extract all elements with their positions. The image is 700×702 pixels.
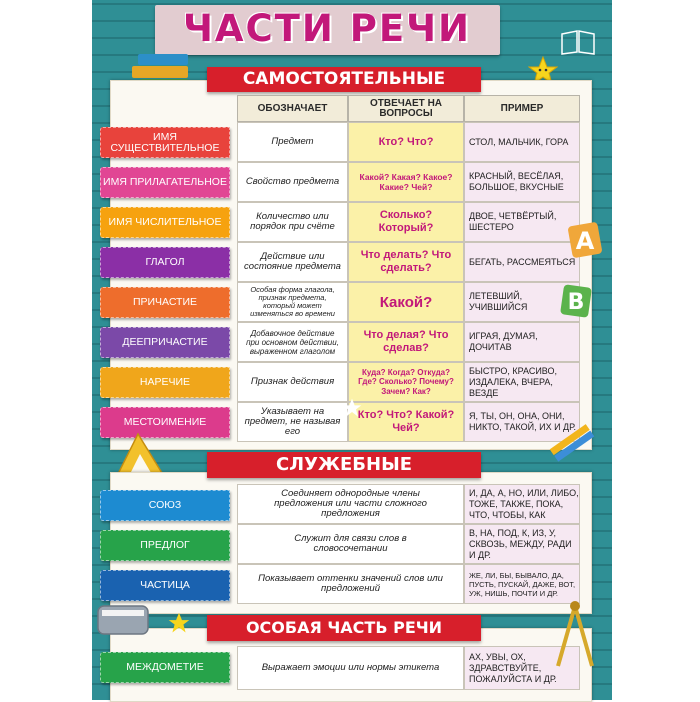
pencils-icon: [540, 410, 600, 470]
meaning-cell: Свойство предмета: [237, 162, 348, 202]
questions-cell: Что делать? Что сделать?: [348, 242, 464, 282]
meaning-cell: Указывает на предмет, не называя его: [237, 402, 348, 442]
meaning-cell: Особая форма глагола, признак предмета, который может изменяться во времени: [237, 282, 348, 322]
example-cell: И, ДА, А, НО, ИЛИ, ЛИБО, ТОЖЕ, ТАКЖЕ, ПОКА, ЧТО, ЧТОБЫ, КАК: [464, 484, 580, 524]
svg-text:B: B: [567, 290, 585, 315]
example-cell: ЖЕ, ЛИ, БЫ, БЫВАЛО, ДА, ПУСТЬ, ПУСКАЙ, ДАЖЕ, ВОТ, УЖ, НИШЬ, ПОЧТИ И ДР.: [464, 564, 580, 604]
part-of-speech-tab: СОЮЗ: [100, 490, 230, 521]
meaning-cell: Предмет: [237, 122, 348, 162]
meaning-cell: Выражает эмоции или нормы этикета: [237, 646, 464, 690]
part-of-speech-tab: ЧАСТИЦА: [100, 570, 230, 601]
questions-cell: Сколько? Который?: [348, 202, 464, 242]
letter-a-icon: [568, 222, 602, 258]
column-meaning: ОБОЗНАЧАЕТ: [237, 95, 348, 122]
meaning-cell: Признак действия: [237, 362, 348, 402]
part-of-speech-tab: ИМЯ ПРИЛАГАТЕЛЬНОЕ: [100, 167, 230, 198]
section-special: ОСОБАЯ ЧАСТЬ РЕЧИ: [207, 615, 481, 641]
compass-icon: [550, 600, 600, 670]
meaning-cell: Добавочное действие при основном действии, выраженном глаголом: [237, 322, 348, 362]
pencil-case-icon: [96, 600, 150, 638]
column-questions: ОТВЕЧАЕТ НА ВОПРОСЫ: [348, 95, 464, 122]
questions-cell: Какой?: [348, 282, 464, 322]
questions-cell: Куда? Когда? Откуда? Где? Сколько? Почему? Зачем? Как?: [348, 362, 464, 402]
part-of-speech-tab: НАРЕЧИЕ: [100, 367, 230, 398]
example-cell: БЕГАТЬ, РАССМЕЯТЬСЯ: [464, 242, 580, 282]
part-of-speech-tab: МЕЖДОМЕТИЕ: [100, 652, 230, 683]
small-star-2-icon: [168, 612, 190, 634]
questions-cell: Кто? Что? Какой? Чей?: [348, 402, 464, 442]
column-example: ПРИМЕР: [464, 95, 580, 122]
part-of-speech-tab: ДЕЕПРИЧАСТИЕ: [100, 327, 230, 358]
part-of-speech-tab: ГЛАГОЛ: [100, 247, 230, 278]
example-cell: СТОЛ, МАЛЬЧИК, ГОРА: [464, 122, 580, 162]
questions-cell: Какой? Какая? Какое? Какие? Чей?: [348, 162, 464, 202]
example-cell: Я, ТЫ, ОН, ОНА, ОНИ, НИКТО, ТАКОЙ, ИХ И ДР.: [464, 402, 580, 442]
questions-cell: Кто? Что?: [348, 122, 464, 162]
example-cell: В, НА, ПОД, К, ИЗ, У, СКВОЗЬ, МЕЖДУ, РАДИ И ДР.: [464, 524, 580, 564]
section-service: СЛУЖЕБНЫЕ: [207, 452, 481, 478]
meaning-cell: Количество или порядок при счёте: [237, 202, 348, 242]
example-cell: ИГРАЯ, ДУМАЯ, ДОЧИТАВ: [464, 322, 580, 362]
part-of-speech-tab: ИМЯ ЧИСЛИТЕЛЬНОЕ: [100, 207, 230, 238]
example-cell: ДВОЕ, ЧЕТВЁРТЫЙ, ШЕСТЕРО: [464, 202, 580, 242]
small-star-icon: [342, 398, 362, 418]
example-cell: АХ, УВЫ, ОХ, ЗДРАВСТВУЙТЕ, ПОЖАЛУЙСТА И ДР.: [464, 646, 580, 690]
part-of-speech-tab: ПРИЧАСТИЕ: [100, 287, 230, 318]
part-of-speech-tab: МЕСТОИМЕНИЕ: [100, 407, 230, 438]
letter-b-icon: [560, 284, 592, 318]
example-cell: ЛЕТЕВШИЙ, УЧИВШИЙСЯ: [464, 282, 580, 322]
meaning-cell: Соединяет однородные члены предложения или части сложного предложения: [237, 484, 464, 524]
section-independent: САМОСТОЯТЕЛЬНЫЕ: [207, 67, 481, 92]
part-of-speech-tab: ИМЯ СУЩЕСТВИТЕЛЬНОЕ: [100, 127, 230, 158]
example-cell: КРАСНЫЙ, ВЕСЁЛАЯ, БОЛЬШОЕ, ВКУСНЫЕ: [464, 162, 580, 202]
page-title: ЧАСТИ РЕЧИ: [182, 7, 472, 50]
part-of-speech-tab: ПРЕДЛОГ: [100, 530, 230, 561]
meaning-cell: Действие или состояние предмета: [237, 242, 348, 282]
meaning-cell: Служит для связи слов в словосочетании: [237, 524, 464, 564]
meaning-cell: Показывает оттенки значений слов или предложений: [237, 564, 464, 604]
example-cell: БЫСТРО, КРАСИВО, ИЗДАЛЕКА, ВЧЕРА, ВЕЗДЕ: [464, 362, 580, 402]
questions-cell: Что делая? Что сделав?: [348, 322, 464, 362]
book-icon: [560, 28, 596, 56]
svg-text:A: A: [575, 227, 595, 255]
